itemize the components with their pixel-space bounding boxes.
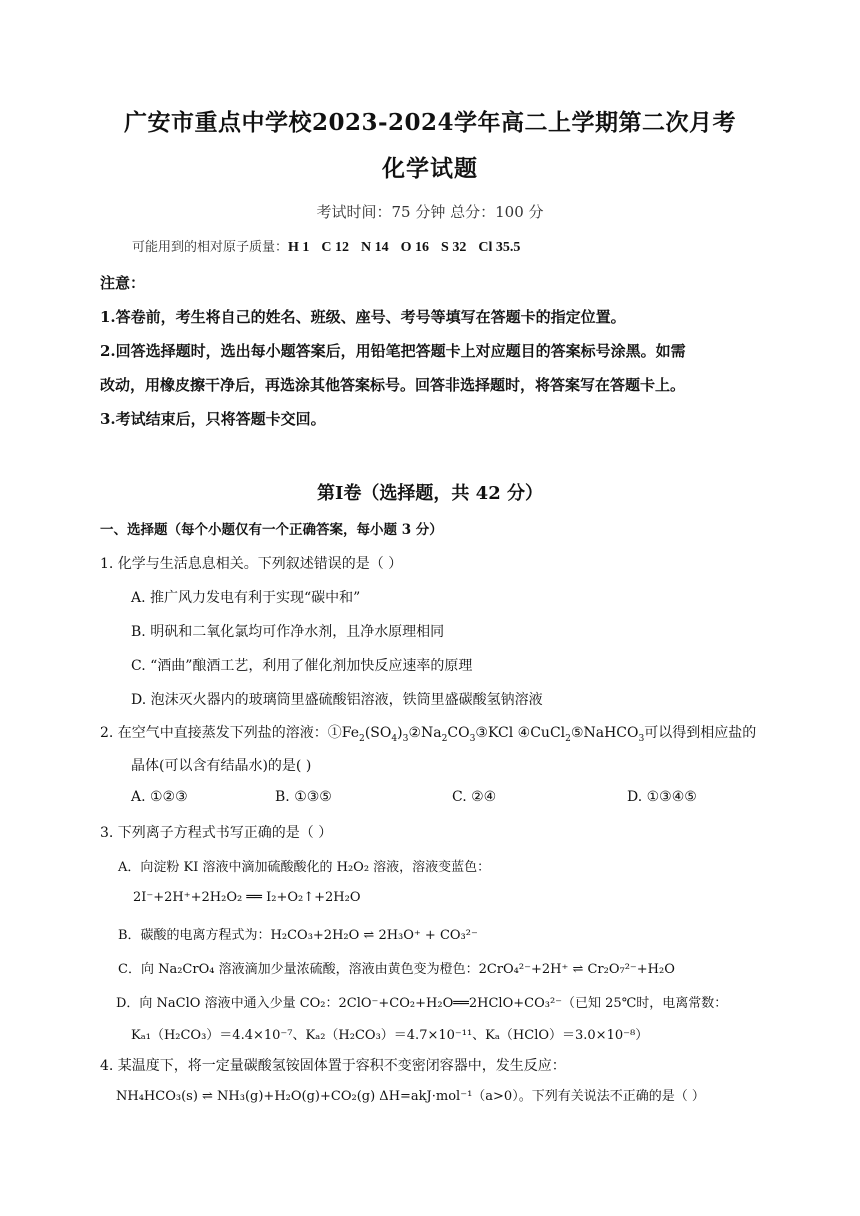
mass-n: N 14 — [361, 240, 389, 255]
q2-stem-part: ③KCl ④CuCl — [475, 725, 566, 741]
q2-option-d: D. ①③④⑤ — [627, 789, 697, 805]
section-subtitle: 一、选择题（每个小题仅有一个正确答案，每小题 3 分） — [100, 522, 443, 538]
exam-subtitle: 化学试题 — [382, 155, 478, 182]
q2-stem-part: CO — [447, 725, 470, 741]
mass-cl: Cl 35.5 — [478, 240, 521, 255]
notice-item-1: 1.答卷前，考生将自己的姓名、班级、座号、考号等填写在答题卡的指定位置。 — [100, 308, 626, 326]
q3-option-c: C．向 Na₂CrO₄ 溶液滴加少量浓硫酸，溶液由黄色变为橙色：2CrO₄²⁻+2H⁺ ⇌ Cr₂O₇²⁻+H₂O — [118, 962, 675, 977]
q4-stem: 4. 某温度下，将一定量碳酸氢铵固体置于容积不变密闭容器中，发生反应： — [100, 1058, 566, 1074]
q2-stem-part: ⑤NaHCO — [570, 725, 639, 741]
q2-stem-part: (SO — [364, 725, 392, 741]
q2-option-c: C. ②④ — [452, 789, 497, 805]
q3-stem: 3. 下列离子方程式书写正确的是（ ） — [100, 825, 333, 841]
mass-o: O 16 — [400, 240, 430, 255]
q2-stem-part: ) — [397, 725, 403, 741]
notice-heading: 注意： — [100, 274, 146, 292]
q2-option-a: A. ①②③ — [131, 789, 188, 805]
q3-option-a: A．向淀粉 KI 溶液中滴加硫酸酸化的 H₂O₂ 溶液，溶液变蓝色： — [118, 860, 491, 875]
mass-h: H 1 — [288, 240, 310, 255]
q2-stem-part: 可以得到相应盐的 — [644, 725, 757, 741]
mass-c: C 12 — [321, 240, 350, 255]
q3-option-d-constants: Kₐ₁（H₂CO₃）＝4.4×10⁻⁷、Kₐ₂（H₂CO₃）＝4.7×10⁻¹¹、Kₐ（HClO）＝3.0×10⁻⁸） — [131, 1028, 649, 1043]
q2-stem-line2: 晶体(可以含有结晶水)的是( ) — [131, 758, 312, 774]
atomic-mass-label: 可能用到的相对原子质量： — [132, 240, 289, 255]
exam-time-info: 考试时间：75 分钟 总分：100 分 — [316, 203, 544, 221]
q1-stem: 1. 化学与生活息息相关。下列叙述错误的是（ ） — [100, 556, 403, 572]
q2-stem-part: ②Na — [408, 725, 442, 741]
notice-item-3: 3.考试结束后，只将答题卡交回。 — [100, 410, 326, 428]
q1-option-b: B. 明矾和二氧化氯均可作净水剂，且净水原理相同 — [131, 624, 445, 640]
mass-s: S 32 — [441, 240, 467, 255]
notice-item-2-cont: 改动，用橡皮擦干净后，再选涂其他答案标号。回答非选择题时，将答案写在答题卡上。 — [100, 376, 686, 394]
q2-option-b: B. ①③⑤ — [275, 789, 332, 805]
exam-title: 广安市重点中学校2023-2024学年高二上学期第二次月考 — [123, 109, 737, 136]
q1-option-d: D. 泡沫灭火器内的玻璃筒里盛硫酸铝溶液，铁筒里盛碳酸氢钠溶液 — [131, 692, 543, 708]
q3-option-d: D．向 NaClO 溶液中通入少量 CO₂：2ClO⁻+CO₂+H₂O══2HClO+CO₃²⁻（已知 25℃时，电离常数： — [116, 996, 728, 1011]
atomic-mass-line — [132, 236, 532, 256]
q2-stem: 2. 在空气中直接蒸发下列盐的溶液：$①Fe_2(SO_4)_3②Na_2CO_3③KCl$ ④CuCl$_2$⑤NaHCO$_3$可以得到相应盐的 — [100, 725, 757, 744]
q1-option-c: C. “酒曲”酿酒工艺，利用了催化剂加快反应速率的原理 — [131, 658, 473, 674]
q4-equation: NH₄HCO₃(s) ⇌ NH₃(g)+H₂O(g)+CO₂(g) ΔH=akJ·mol⁻¹（a>0）。下列有关说法不正确的是（ ） — [116, 1089, 705, 1104]
q3-option-b: B．碳酸的电离方程式为：H₂CO₃+2H₂O ⇌ 2H₃O⁺ + CO₃²⁻ — [118, 928, 478, 943]
section-title: 第Ⅰ卷（选择题，共 42 分） — [316, 483, 543, 504]
notice-item-2: 2.回答选择题时，选出每小题答案后，用铅笔把答题卡上对应题目的答案标号涂黑。如需 — [100, 342, 686, 360]
q1-option-a: A. 推广风力发电有利于实现“碳中和” — [131, 590, 361, 606]
q3-option-a-equation: 2I⁻+2H⁺+2H₂O₂ ══ I₂+O₂↑+2H₂O — [133, 890, 361, 905]
q2-stem-part: 2. 在空气中直接蒸发下列盐的溶液：①Fe — [100, 725, 360, 741]
